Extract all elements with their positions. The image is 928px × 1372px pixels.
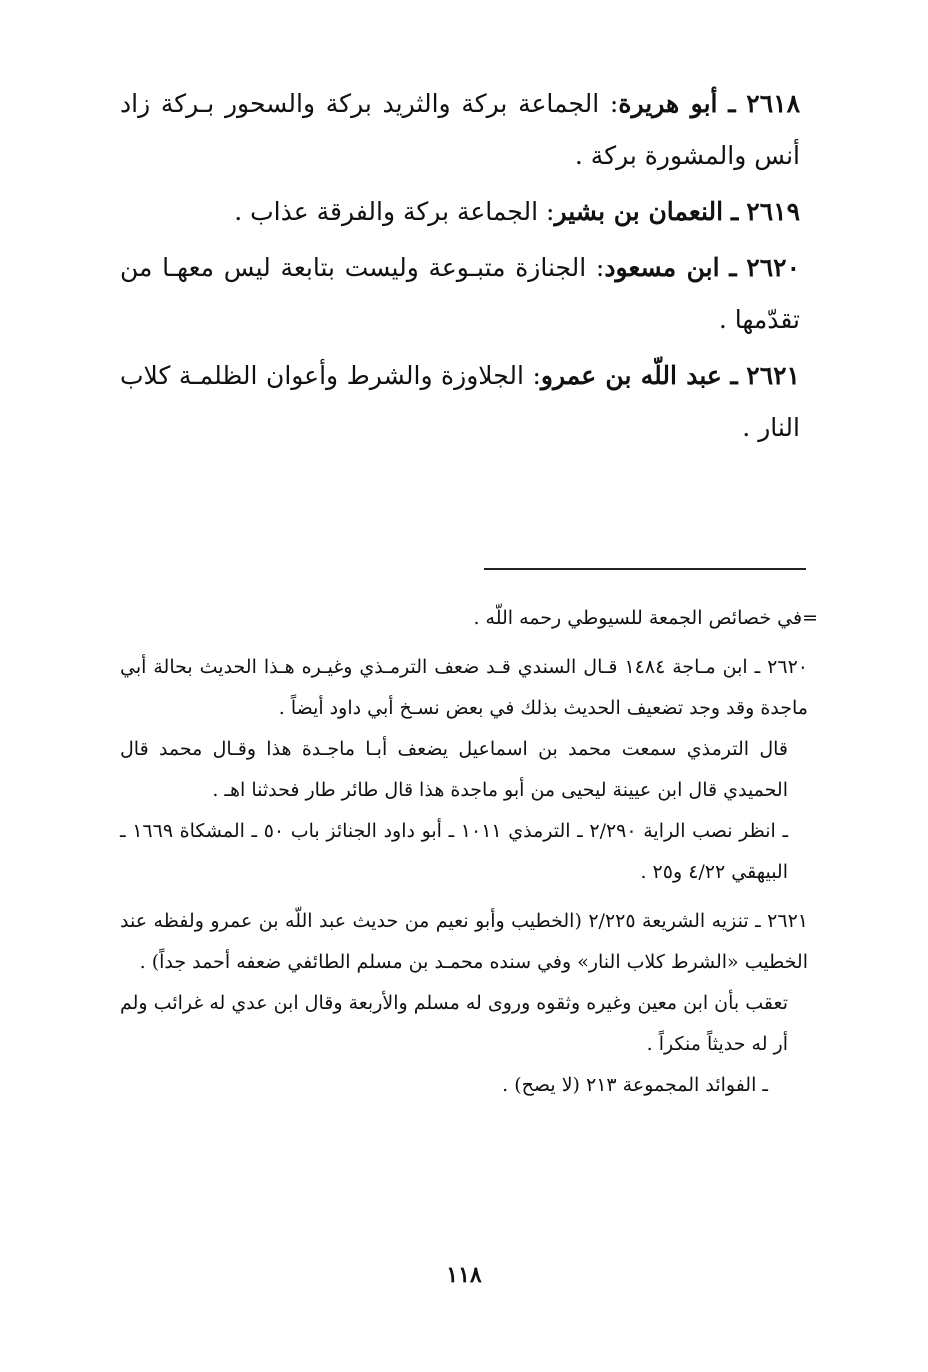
hadith-entry-2619 [120,186,800,238]
hadith-entry-2621 [120,350,800,454]
entry-number: ٢٦١٨ [746,89,801,118]
footnote-2621-rebuttal: تعقب بأن ابن معين وغيره وثقوه وروى له مسلم والأربعة وقال ابن عدي له غرائب ولم أر له حديثاً منكراً . [120,992,788,1055]
entry-author: النعمان بن بشير [554,197,724,226]
hadith-entry-2618 [120,78,800,182]
entry-number: ٢٦٢١ [746,361,800,390]
entry-text: : الجماعة بركة والثريد بركة والسحور بـركة زاد أنس والمشورة بركة . [120,89,800,170]
footnotes [120,598,818,1106]
footnote-2621-references: ـ الفوائد المجموعة ٢١٣ (لا يصح) . [502,1074,768,1096]
entry-author: أبو هريرة [618,89,718,118]
entry-text: : الجماعة بركة والفرقة عذاب . [234,197,555,226]
entry-dash: ـ [728,89,736,118]
entry-number: ٢٦١٩ [746,197,800,226]
hadith-entry-2620 [120,242,800,346]
footnote-continuation: =في خصائص الجمعة للسيوطي رحمه اللّه . [473,607,818,629]
entry-author: ابن مسعود [604,253,720,282]
entry-number: ٢٦٢٠ [746,253,800,282]
footnote-2620-references: ـ انظر نصب الراية ٢/٢٩٠ ـ الترمذي ١٠١١ ـ أبو داود الجنائز باب ٥٠ ـ المشكاة ١٦٦٩ ـ البيهقي ٤/٢٢ و٢٥ . [120,820,789,883]
hadith-entries [120,78,800,458]
footnote-separator [484,568,806,570]
footnote-2620-tirmidhi: قال الترمذي سمعت محمد بن اسماعيل يضعف أبـا ماجـدة هذا وقـال محمد قال الحميدي قال ابن عيينة ليحيى من أبو ماجدة هذا قال طائر طار فحدثنا اهـ . [120,738,788,801]
entry-dash: ـ [731,197,739,226]
entry-text: : الجنازة متبـوعة وليست بتابعة ليس معهـا من تقدّمها . [120,253,800,334]
footnote-2620-main: ٢٦٢٠ ـ ابن مـاجة ١٤٨٤ قـال السندي قـد ضعف الترمـذي وغيـره هـذا الحديث بحالة أبي ماجدة وقد وجد تضعيف الحديث بذلك في بعض نسـخ أبي داود أيضاً . [120,656,808,719]
entry-author: عبد اللّه بن عمرو [540,361,722,390]
entry-dash: ـ [730,361,738,390]
footnote-2621-main: ٢٦٢١ ـ تنزيه الشريعة ٢/٢٢٥ (الخطيب وأبو نعيم من حديث عبد اللّه بن عمرو ولفظه عند الخطيب «الشرط كلاب النار» وفي سنده محمـد بن مسلم الطائفي ضعفه أحمد جداً) . [120,910,808,973]
entry-dash: ـ [729,253,737,282]
page-number: ١١٨ [446,1262,482,1288]
entry-text: : الجلاوزة والشرط وأعوان الظلمـة كلاب النار . [120,361,800,442]
